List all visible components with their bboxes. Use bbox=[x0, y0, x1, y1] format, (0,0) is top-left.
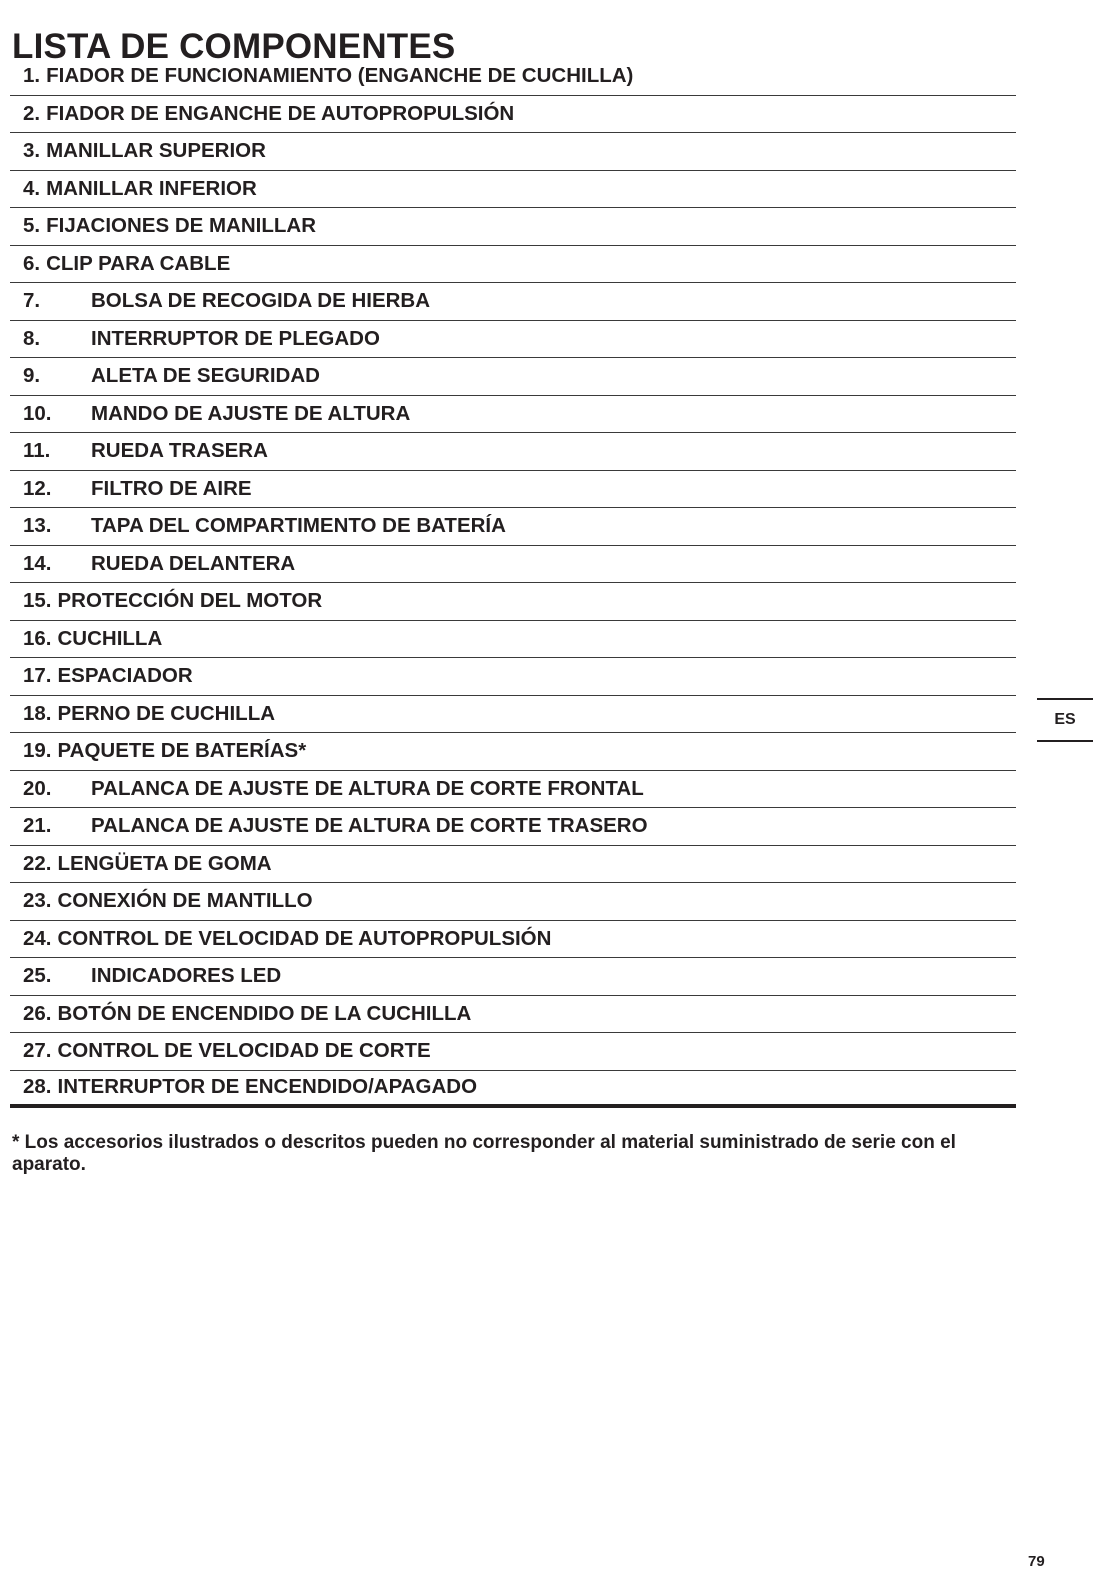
component-row bbox=[10, 921, 1016, 959]
component-number: 10. bbox=[23, 401, 52, 425]
component-number: 7. bbox=[23, 289, 41, 313]
component-number: 5. bbox=[23, 214, 41, 238]
component-number: 3. bbox=[23, 139, 41, 163]
component-label: FILTRO DE AIRE bbox=[91, 476, 252, 500]
component-label: TAPA DEL COMPARTIMENTO DE BATERÍA bbox=[91, 514, 506, 538]
component-number: 24. bbox=[23, 926, 52, 950]
component-label: PERNO DE CUCHILLA bbox=[57, 701, 276, 725]
component-label: CONEXIÓN DE MANTILLO bbox=[57, 889, 313, 913]
component-row bbox=[10, 996, 1016, 1034]
component-row bbox=[10, 358, 1016, 396]
component-number: 26. bbox=[23, 1001, 52, 1025]
component-number: 16. bbox=[23, 626, 52, 650]
component-number: 25. bbox=[23, 964, 52, 988]
component-row bbox=[10, 58, 1016, 96]
component-number: 22. bbox=[23, 851, 52, 875]
component-number: 19. bbox=[23, 739, 52, 763]
component-number: 2. bbox=[23, 101, 41, 125]
component-row bbox=[10, 471, 1016, 509]
component-number: 17. bbox=[23, 664, 52, 688]
component-row bbox=[10, 508, 1016, 546]
component-label: PALANCA DE AJUSTE DE ALTURA DE CORTE FRONTAL bbox=[91, 776, 644, 800]
component-row bbox=[10, 658, 1016, 696]
footnote: * Los accesorios ilustrados o descritos pueden no corresponder al material suministrado de serie con el aparato. bbox=[12, 1132, 956, 1175]
component-number: 27. bbox=[23, 1039, 52, 1063]
component-label: FIADOR DE FUNCIONAMIENTO (ENGANCHE DE CUCHILLA) bbox=[46, 64, 634, 88]
component-row bbox=[10, 696, 1016, 734]
component-number: 6. bbox=[23, 251, 41, 275]
component-row bbox=[10, 546, 1016, 584]
component-row bbox=[10, 958, 1016, 996]
component-label: RUEDA TRASERA bbox=[91, 439, 268, 463]
component-label: CLIP PARA CABLE bbox=[46, 251, 231, 275]
component-label: FIJACIONES DE MANILLAR bbox=[46, 214, 317, 238]
component-number: 20. bbox=[23, 776, 52, 800]
component-row bbox=[10, 846, 1016, 884]
component-label: MANILLAR SUPERIOR bbox=[46, 139, 266, 163]
page-title: LISTA DE COMPONENTES bbox=[12, 27, 456, 67]
component-number: 23. bbox=[23, 889, 52, 913]
component-row bbox=[10, 433, 1016, 471]
component-row bbox=[10, 246, 1016, 284]
component-row bbox=[10, 733, 1016, 771]
component-number: 1. bbox=[23, 64, 41, 88]
component-label: FIADOR DE ENGANCHE DE AUTOPROPULSIÓN bbox=[46, 101, 515, 125]
component-row bbox=[10, 583, 1016, 621]
component-label: BOTÓN DE ENCENDIDO DE LA CUCHILLA bbox=[57, 1001, 472, 1025]
component-row bbox=[10, 1071, 1016, 1109]
component-number: 21. bbox=[23, 814, 52, 838]
component-label: INTERRUPTOR DE ENCENDIDO/APAGADO bbox=[57, 1075, 478, 1099]
component-row bbox=[10, 321, 1016, 359]
component-number: 15. bbox=[23, 589, 52, 613]
component-number: 18. bbox=[23, 701, 52, 725]
component-number: 14. bbox=[23, 551, 52, 575]
component-label: INDICADORES LED bbox=[91, 964, 282, 988]
component-number: 12. bbox=[23, 476, 52, 500]
component-row bbox=[10, 171, 1016, 209]
component-number: 13. bbox=[23, 514, 52, 538]
component-row bbox=[10, 96, 1016, 134]
component-label: CONTROL DE VELOCIDAD DE CORTE bbox=[57, 1039, 431, 1063]
component-label: CUCHILLA bbox=[57, 626, 163, 650]
component-label: MANILLAR INFERIOR bbox=[46, 176, 257, 200]
component-label: PALANCA DE AJUSTE DE ALTURA DE CORTE TRASERO bbox=[91, 814, 648, 838]
component-label: CONTROL DE VELOCIDAD DE AUTOPROPULSIÓN bbox=[57, 926, 552, 950]
component-label: ALETA DE SEGURIDAD bbox=[91, 364, 320, 388]
component-number: 11. bbox=[23, 439, 51, 463]
component-label: LENGÜETA DE GOMA bbox=[57, 851, 272, 875]
component-row bbox=[10, 133, 1016, 171]
component-label: RUEDA DELANTERA bbox=[91, 551, 296, 575]
component-number: 28. bbox=[23, 1075, 52, 1099]
component-label: PAQUETE DE BATERÍAS* bbox=[57, 739, 307, 763]
component-label: BOLSA DE RECOGIDA DE HIERBA bbox=[91, 289, 431, 313]
page-number: 79 bbox=[1028, 1553, 1045, 1570]
component-number: 9. bbox=[23, 364, 41, 388]
language-tab: ES bbox=[1037, 698, 1093, 742]
component-row bbox=[10, 396, 1016, 434]
component-row bbox=[10, 208, 1016, 246]
component-number: 4. bbox=[23, 176, 41, 200]
component-row bbox=[10, 283, 1016, 321]
component-label: PROTECCIÓN DEL MOTOR bbox=[57, 589, 323, 613]
component-row bbox=[10, 1033, 1016, 1071]
component-row bbox=[10, 808, 1016, 846]
component-label: MANDO DE AJUSTE DE ALTURA bbox=[91, 401, 411, 425]
components-list bbox=[10, 58, 1016, 1108]
component-label: ESPACIADOR bbox=[57, 664, 193, 688]
component-label: INTERRUPTOR DE PLEGADO bbox=[91, 326, 380, 350]
component-row bbox=[10, 883, 1016, 921]
component-row bbox=[10, 621, 1016, 659]
component-number: 8. bbox=[23, 326, 41, 350]
component-row bbox=[10, 771, 1016, 809]
